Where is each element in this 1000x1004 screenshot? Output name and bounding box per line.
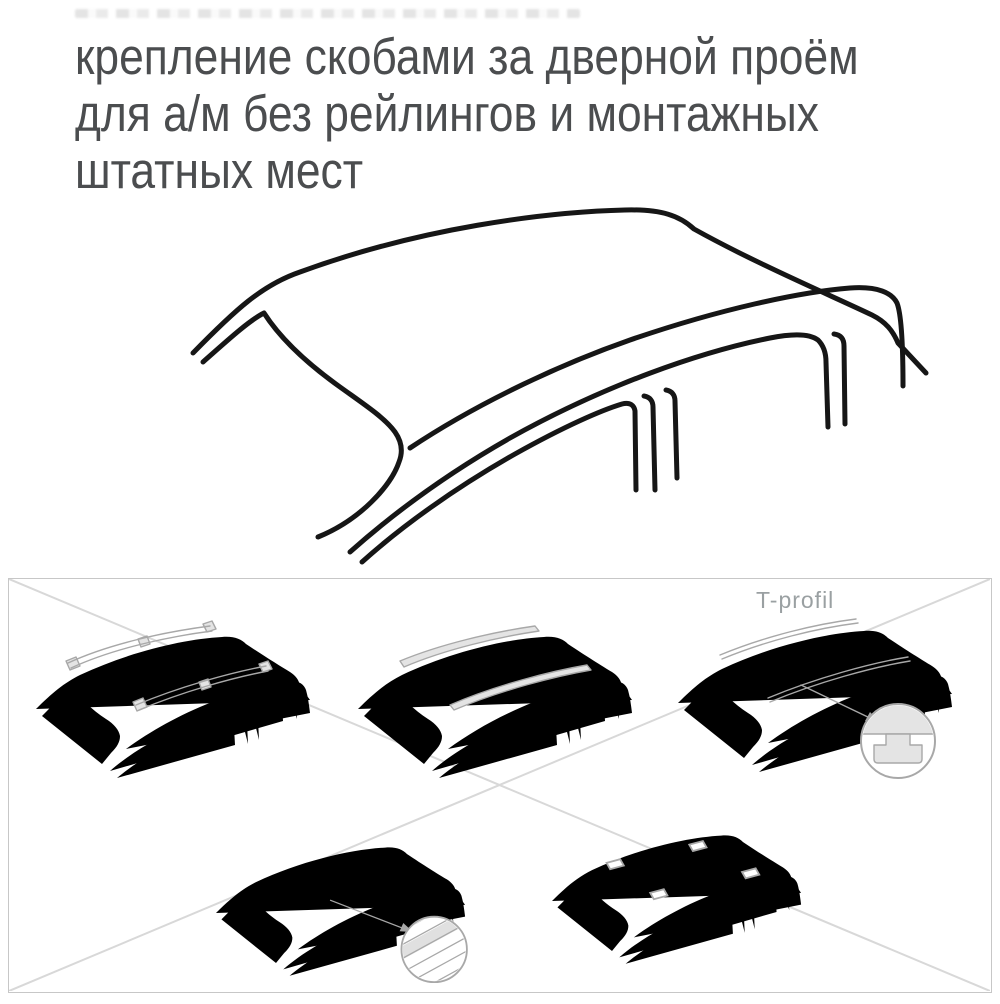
- title-line-1: крепление скобами за дверной проём: [75, 28, 859, 85]
- roof-figure-raised-railing: [14, 599, 344, 809]
- main-roof-illustration: [150, 190, 950, 580]
- title-line-2: для а/м без рейлингов и монтажных: [75, 85, 819, 142]
- page-title: [75, 28, 928, 199]
- roof-figure-t-profile: [656, 593, 986, 803]
- faint-text-artifact: [75, 9, 580, 18]
- roof-figure-normal-roof: [196, 813, 496, 1004]
- car-roof-outline-drawing: [193, 210, 926, 562]
- title-line-3: штатных мест: [75, 142, 364, 199]
- roof-figure-flush-railing: [336, 599, 666, 809]
- t-profil-label: T-profil: [756, 587, 835, 613]
- roof-figure-fixpoint: [532, 801, 832, 992]
- mounting-types-panel: [8, 578, 992, 993]
